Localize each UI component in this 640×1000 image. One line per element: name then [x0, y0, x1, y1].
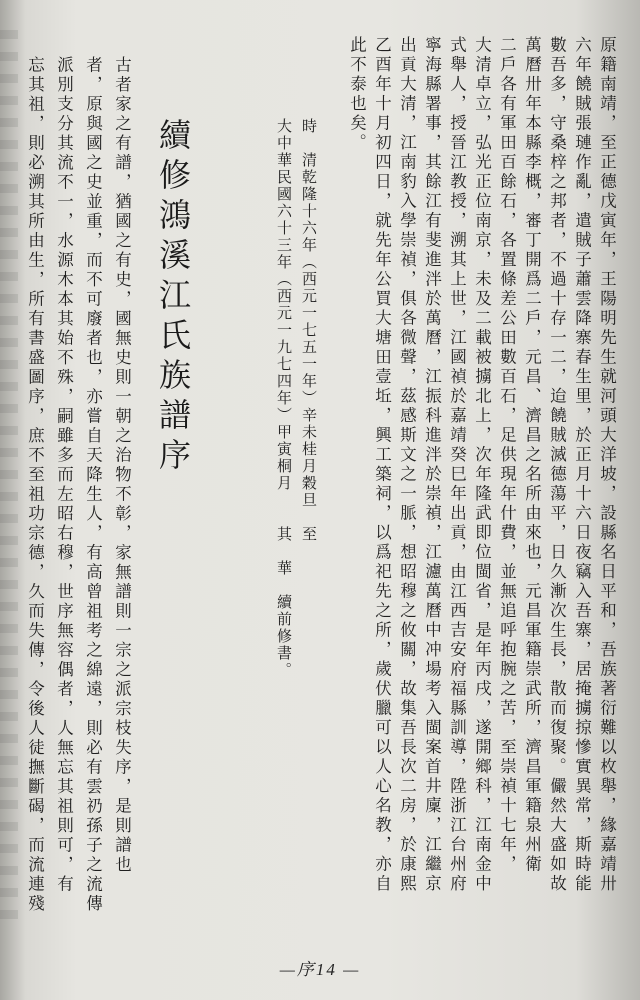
text-column: 古者家之有譜，猶國之有史，國無史則一朝之治物不彰，家無譜則一宗之派宗枝失序，是則譜也	[112, 56, 132, 875]
text-column: 派別支分其流不一，水源木本其始不殊，嗣雖多而左昭右穆，世序無容偶者，人無忘其祖則可，有	[54, 56, 74, 895]
text-column: 忘其祖，則必溯其所由生，所有書盛圖序，庶不至祖功宗德，久而失傳，令後人徒撫斷碣，而流連殘	[25, 56, 45, 914]
text-column: 二戶各有軍田百餘石，各置條差公田數百石，足供現年什費，並無追呼抱腕之苦，至崇禎十七年，	[497, 36, 517, 875]
text-column: 出貢大清，江南豹入學崇禎，俱各微聲，茲感斯文之一脈，想昭穆之攸關，故集吾長次二房，於康熙	[397, 36, 417, 894]
text-column: 原籍南靖，至正德戊寅年，王陽明先生就河頭大洋坡，設縣名日平和，吾族著衍難以枚舉，緣嘉靖卅	[597, 36, 617, 894]
text-column: 式舉人，授晉江教授，溯其上世，江國禎於嘉靖癸巳年出貢，由江西吉安府福縣訓導，陞浙江台州府	[447, 36, 467, 894]
text-column: 六年饒賊張璉作亂，遣賊子蕭雲降寨春生里，於正月十六日夜竊入吾寨，居掩擄掠慘實異常，斯時能	[572, 36, 592, 894]
text-column: 此不泰也矣。	[347, 36, 367, 153]
text-column: 寧海縣署事，其餘江有斐進泮於萬曆，江振科進泮於崇禎，江濾萬曆中冲場考入閩案首井廩，江繼京	[422, 36, 442, 894]
page-number: —序14 —	[279, 960, 361, 979]
date-line: 時 清乾隆十六年（西元一七五一年）辛未桂月穀旦 至	[300, 118, 318, 543]
text-column: 乙酉年十月初四日，就先年公買大塘田壹坵，興工築祠，以爲祀先之所，歲伏臘可以人心名教，亦自	[372, 36, 392, 894]
text-column: 者，原與國之史並重，而不可廢者也，亦嘗自天降生人，有高曾祖考之綿遠，則必有雲礽孫子之流傳	[83, 56, 103, 914]
page-edge-bleed	[0, 30, 18, 930]
document-title: 續修鴻溪江氏族譜序	[154, 118, 192, 478]
text-column: 數吾多，守桑梓之邦者，不過十存一二，迨饒賊滅德蕩平，日久漸次生長，散而復聚。儼然大盛如故	[547, 36, 567, 894]
text-column: 大清卓立，弘光正位南京，未及二載被擄北上，次年隆武即位閩省，是年丙戌，遂開鄉科，江南金中	[472, 36, 492, 894]
date-line: 大中華民國六十三年（西元一九七四年）甲寅桐月 其 華 續前修書。	[275, 118, 293, 679]
text-column: 萬曆卅年本縣李概，審丁開爲二戶，元昌、濟昌之名所由來也，元昌軍籍崇武所，濟昌軍籍泉州衛	[522, 36, 542, 875]
